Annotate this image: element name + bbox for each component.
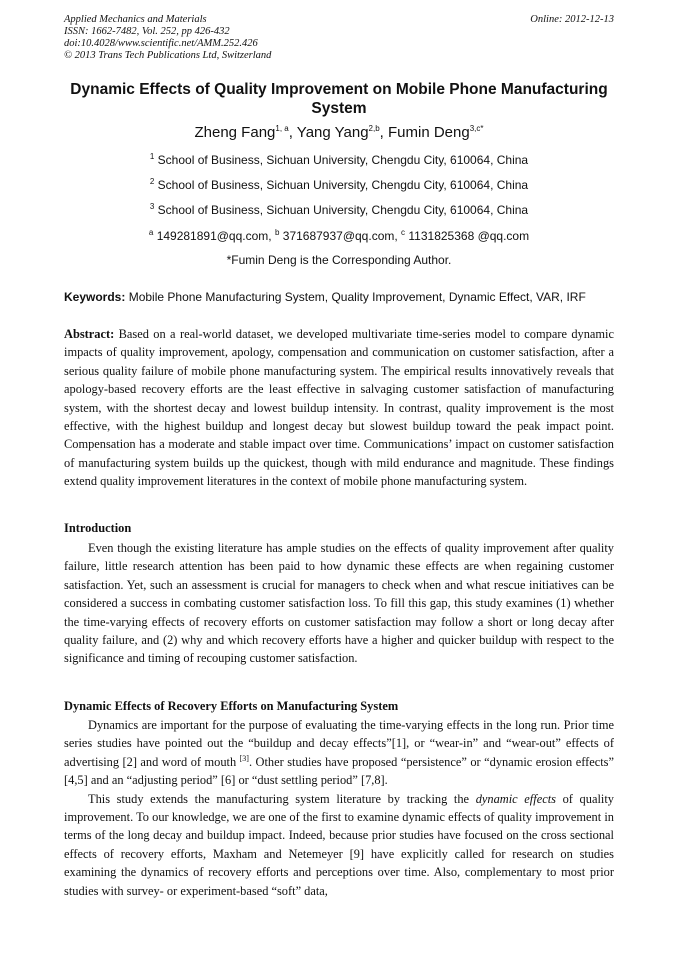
section-text	[64, 716, 614, 900]
paragraph-text: . Other studies have proposed “persistence” or “dynamic erosion effects” [4,5] and an “adjusting period” [6] or “dust settling period” [7,8].	[64, 754, 614, 788]
section-heading: Dynamic Effects of Recovery Efforts on Manufacturing System	[64, 699, 399, 713]
affiliation-text: School of Business, Sichuan University, Chengdu City, 610064, China	[157, 178, 529, 192]
email-sup: b	[274, 228, 280, 237]
affiliation-text: School of Business, Sichuan University, Chengdu City, 610064, China	[157, 203, 529, 217]
doi-line: doi:10.4028/www.scientific.net/AMM.252.426	[64, 38, 258, 49]
affiliation-sup: 1	[149, 152, 155, 161]
email-text: 1131825368 @qq.com	[408, 229, 530, 243]
email-sup: c	[401, 228, 406, 237]
section-heading: Introduction	[64, 521, 132, 535]
paragraph: Even though the existing literature has ample studies on the effects of quality improvement after quality failure, little research attention has been paid to how dynamic these effects are when regaining customer satisfaction. Yet, such an assessment is crucial for managers to check when and what rescue initiatives can be considered a success in combating customer satisfaction loss. To fill this gap, this study examines (1) whether the time-varying effects of recovery efforts on customer satisfaction may follow a short or long decay after quality failure, and (2) why and which recovery efforts have a higher and quicker buildup with respect to the significance and timing of recouping customer satisfaction.	[64, 541, 614, 666]
author-sup: 2,b	[368, 124, 380, 133]
affiliation	[60, 153, 618, 167]
author-name: Zheng Fang	[194, 124, 276, 141]
author-line: Zheng Fang$^{1, a}$, Yang Yang$^{2,b}$, Fumin Deng$^{3,c*}$	[194, 124, 484, 141]
keywords	[64, 290, 624, 304]
email-text: 149281891@qq.com,	[156, 229, 272, 243]
paragraph	[64, 716, 614, 790]
online-date: Online: 2012-12-13	[530, 14, 614, 25]
paper-title: Dynamic Effects of Quality Improvement on Mobile Phone Manufacturing System	[70, 81, 608, 117]
author-name: Yang Yang	[296, 124, 369, 141]
keywords-label: Keywords:	[64, 290, 126, 304]
issn-line: ISSN: 1662-7482, Vol. 252, pp 426-432	[64, 26, 230, 37]
affiliation-text: School of Business, Sichuan University, Chengdu City, 610064, China	[157, 153, 529, 167]
abstract-text: Based on a real-world dataset, we developed multivariate time-series model to compare dynamic impacts of quality improvement, apology, compensation and communication on customer satisfaction, after a serious quality failure of mobile phone manufacturing system. The empirical results innovatively reveals that apology-based recovery efforts are the least effective in salvaging customer satisfaction of manufacturing system, with the shortest decay and lowest buildup intensity. In contrast, quality improvement is the most effective, with the highest buildup and longest decay but slowest buildup toward the peak impact point. Compensation has a moderate and stable impact over time. Communications’ impact on customer satisfaction of manufacturing system builds up the quickest, though with mild endurance and magnitude. These findings extend quality improvement literatures in the context of mobile phone manufacturing system.	[64, 327, 614, 489]
author-name: Fumin Deng	[388, 124, 470, 141]
journal-name: Applied Mechanics and Materials	[64, 14, 207, 25]
affiliation-sup: 2	[149, 177, 155, 186]
paragraph	[64, 790, 614, 900]
paragraph-text: of quality improvement. To our knowledge, we are one of the first to examine dynamic effects of quality improvement in terms of the long decay and buildup impact. Indeed, because prior studies have focused on the cross sectional effects of recovery efforts, Maxham and Netemeyer [9] have explicitly called for research on studies examining the dynamics of recovery efforts and perceptions over time. Also, complementary to most prior studies with survey- or experiment-based “soft” data,	[64, 791, 614, 898]
email-line	[60, 229, 618, 243]
introduction-text	[64, 539, 614, 668]
author-sup: 3,c*	[469, 124, 484, 133]
emphasis-text: dynamic effects	[475, 791, 556, 806]
corresponding-note: *Fumin Deng is the Corresponding Author.	[226, 253, 452, 267]
affiliation-sup: 3	[149, 202, 155, 211]
abstract	[64, 325, 614, 491]
copyright-line: © 2013 Trans Tech Publications Ltd, Switzerland	[64, 50, 272, 61]
paragraph-text: Dynamics are important for the purpose of evaluating the time-varying effects in the long run. Prior time series studies have pointed out the “buildup and decay effects”[1], or “wear-in” and “wear-out” effects of advertising [2] and word of mouth	[64, 718, 614, 769]
keywords-text: Mobile Phone Manufacturing System, Quality Improvement, Dynamic Effect, VAR, IRF	[128, 290, 586, 304]
email-text: 371687937@qq.com,	[282, 229, 398, 243]
affiliation	[60, 203, 618, 217]
abstract-label: Abstract:	[64, 327, 115, 341]
author-sup: 1, a	[275, 124, 289, 133]
email-sup: a	[148, 228, 154, 237]
paragraph-text: This study extends the manufacturing system literature by tracking the	[88, 791, 470, 806]
affiliation	[60, 178, 618, 192]
citation-sup: [3]	[239, 753, 249, 763]
